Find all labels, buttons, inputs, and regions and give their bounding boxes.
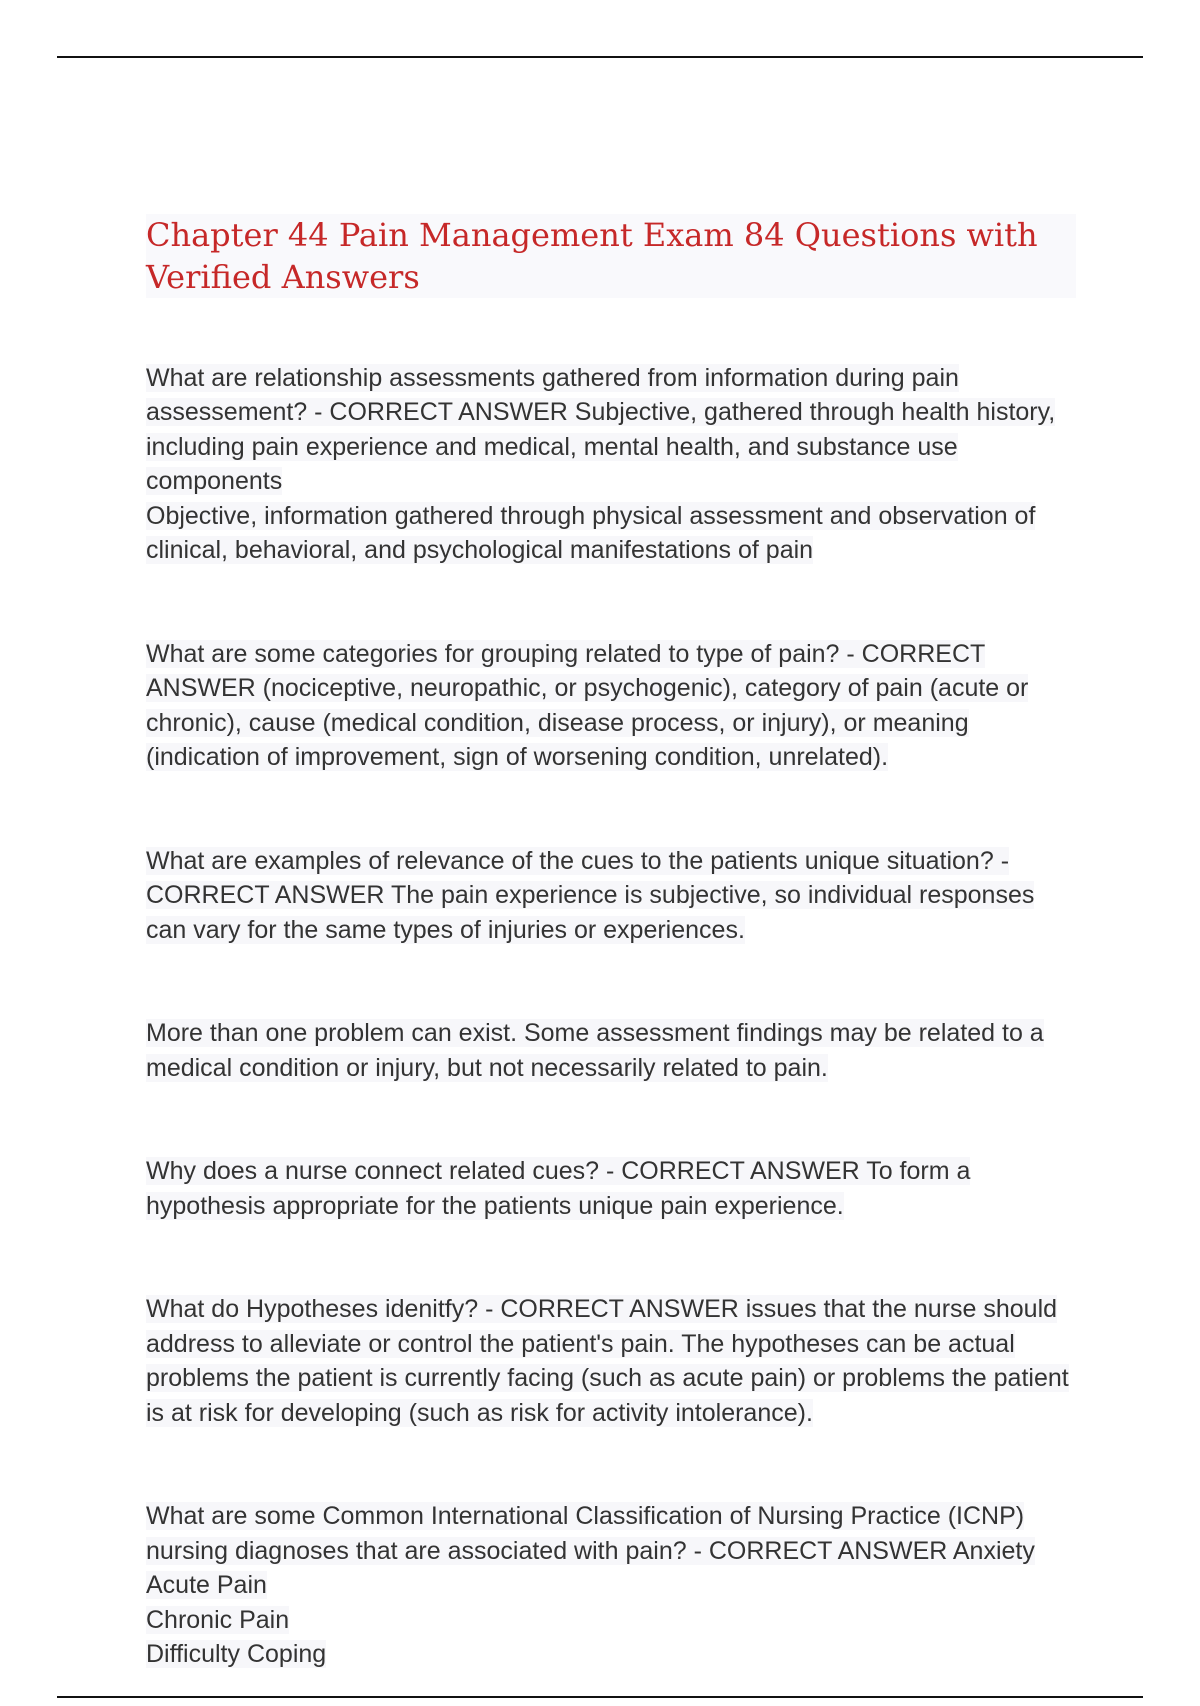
qa-entry-7 bbox=[146, 1465, 1076, 1672]
top-rule bbox=[57, 56, 1143, 58]
bottom-rule bbox=[57, 1696, 1143, 1698]
qa-entry-6 bbox=[146, 1258, 1076, 1431]
qa-entry-text: What are some categories for grouping related to type of pain? - CORRECT ANSWER (nociceptive, neuropathic, or psychogenic), category of pain (acute or chronic), cause (medical condition, disease process, or injury), or meaning (indication of improvement, sign of worsening condition, unrelated). bbox=[146, 639, 1029, 771]
qa-entry-text: What are examples of relevance of the cues to the patients unique situation? - CORRECT ANSWER The pain experience is subjective, so individual responses can vary for the same types of injuries or experiences. bbox=[146, 846, 1035, 944]
qa-entry-text: Why does a nurse connect related cues? - CORRECT ANSWER To form a hypothesis appropriate for the patients unique pain experience. bbox=[146, 1157, 971, 1220]
qa-entry-5 bbox=[146, 1120, 1076, 1224]
document-title: Chapter 44 Pain Management Exam 84 Questions with Verified Answers bbox=[146, 214, 1076, 298]
qa-entry-text: More than one problem can exist. Some assessment findings may be related to a medical condition or injury, but not necessarily related to pain. bbox=[146, 1019, 1044, 1082]
qa-entry-3 bbox=[146, 809, 1076, 947]
qa-entry-text: What are relationship assessments gathered from information during pain assessement? - CORRECT ANSWER Subjective, gathered through health history, including pain experience and medical, mental health, and substance use components Objective, information gathered through physical assessment and observation of clinical, behavioral, and psychological manifestations of pain bbox=[146, 363, 1056, 564]
qa-entry-text: What do Hypotheses idenitfy? - CORRECT ANSWER issues that the nurse should address to alleviate or control the patient's pain. The hypotheses can be actual problems the patient is currently facing (such as acute pain) or problems the patient is at risk for developing (such as risk for activity intolerance). bbox=[146, 1295, 1069, 1427]
qa-entry-4 bbox=[146, 982, 1076, 1086]
qa-entry-1 bbox=[146, 326, 1076, 568]
qa-entry-2 bbox=[146, 602, 1076, 775]
document-content bbox=[146, 214, 1076, 1706]
qa-entry-text: What are some Common International Classification of Nursing Practice (ICNP) nursing diagnoses that are associated with pain? - CORRECT ANSWER Anxiety Acute Pain Chronic Pain Difficulty Coping bbox=[146, 1502, 1035, 1668]
